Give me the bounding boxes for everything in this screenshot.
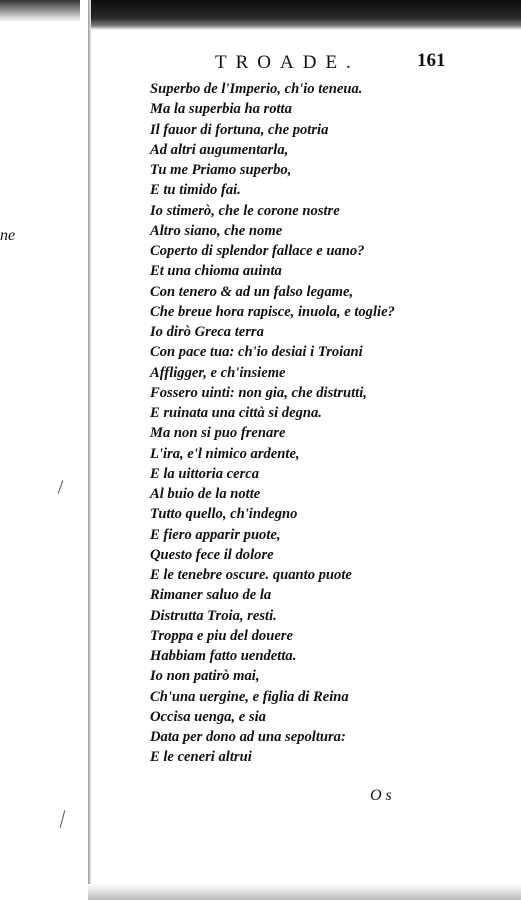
verse-line: Ma la superbia ha rotta <box>150 101 292 118</box>
verse-line: E tu timido fai. <box>150 182 241 199</box>
verse-line: Il fauor di fortuna, che potria <box>150 121 329 138</box>
verse-line: Ch'una uergine, e figlia di Reina <box>150 688 349 705</box>
verse-line: Tutto quello, ch'indegno <box>150 506 298 523</box>
verse-line: E le tenebre oscure. quanto puote <box>150 567 352 583</box>
verse-line: E la uittoria cerca <box>150 465 260 482</box>
margin-text-fragment: ne <box>0 227 16 244</box>
verse-line: Affligger, e ch'insieme <box>150 364 286 381</box>
page-gutter-edge <box>88 0 91 900</box>
verse-line: Occisa uenga, e sia <box>150 708 266 725</box>
verse-line: Al buio de la notte <box>150 486 261 502</box>
verse-line: Io dirò Greca terra <box>150 324 264 340</box>
verse-line: Troppa e piu del douere <box>150 627 293 644</box>
verse-line: L'ira, e'l nimico ardente, <box>150 445 300 462</box>
verse-line: Ad altri augumentarla, <box>150 141 289 158</box>
page-number: 161 <box>417 50 446 71</box>
verse-line: Che breue hora rapisce, inuola, e toglie? <box>150 303 395 320</box>
verse-line: Altro siano, che nome <box>150 222 283 239</box>
verse-line: E ruinata una città si degna. <box>150 405 322 421</box>
verse-line: Distrutta Troia, resti. <box>150 607 277 624</box>
verse-line: Io non patirò mai, <box>150 668 260 685</box>
verse-line: Habbiam fatto uendetta. <box>150 648 297 664</box>
dark-page-top-edge <box>88 0 521 30</box>
verse-line: Io stimerò, che le corone nostre <box>150 202 340 219</box>
verse-line: Data per dono ad una sepoltura: <box>150 729 346 745</box>
stray-ink-mark <box>60 810 66 828</box>
verse-line: Con pace tua: ch'io desiai i Troiani <box>150 344 363 361</box>
verse-line: Superbo de l'Imperio, ch'io teneua. <box>150 81 363 97</box>
bottom-page-edge <box>88 884 521 900</box>
verse-line: Con tenero & ad un falso legame, <box>150 283 354 300</box>
catchword: O s <box>370 787 392 804</box>
verse-line: E fiero apparir puote, <box>150 526 281 543</box>
running-title: TROADE. <box>215 52 360 73</box>
verse-line: Et una chioma auinta <box>150 263 282 280</box>
page-scrap-top-left <box>0 0 80 22</box>
verse-line: Rimaner saluo de la <box>150 587 272 604</box>
verse-block <box>150 79 395 768</box>
verse-line: Fossero uinti: non gia, che distrutti, <box>150 384 367 401</box>
verse-line: Questo fece il dolore <box>150 546 274 563</box>
verse-line: E le ceneri altrui <box>150 749 252 766</box>
verse-line: Ma non si puo frenare <box>150 425 286 442</box>
verse-line: Tu me Priamo superbo, <box>150 162 292 178</box>
verse-line: Coperto di splendor fallace e uano? <box>150 243 365 259</box>
stray-ink-mark <box>58 480 64 493</box>
